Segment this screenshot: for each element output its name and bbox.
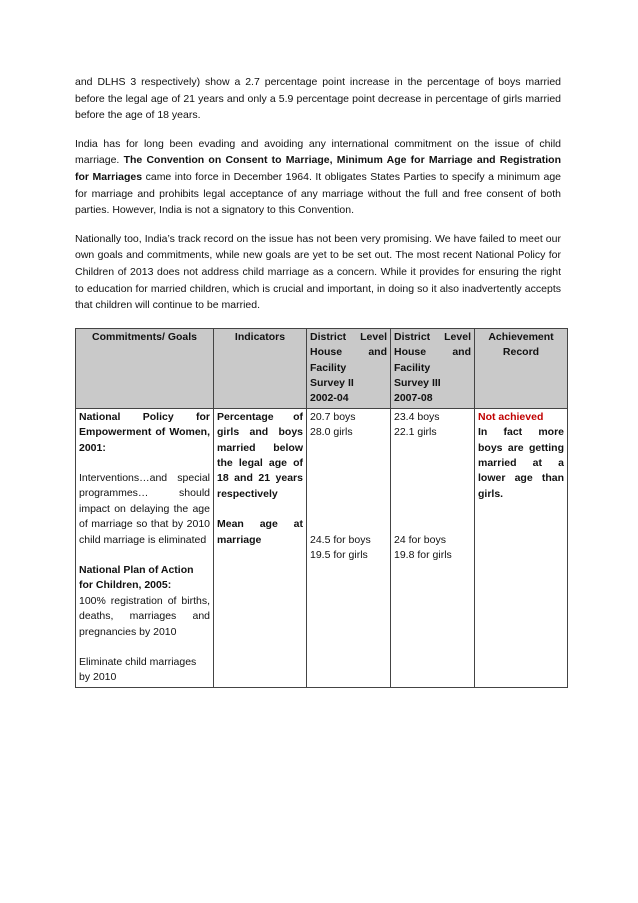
header-achievement: Achievement Record bbox=[475, 328, 568, 408]
header-dlhs2: District Level House and Facility Survey II 2002-04 bbox=[307, 328, 391, 408]
goal-text: Interventions…and special programmes… should impact on delaying the age of marriage so that by 2010 child marriage is eliminated bbox=[79, 471, 210, 546]
goal-text: Eliminate child marriages by 2010 bbox=[79, 656, 197, 684]
paragraph-text: came into force in December 1964. It obligates States Parties to specify a minimum age for marriage and prohibits legal acceptance of any marriage without the full and free consent of both parties. However, India is not a signatory to this Convention. bbox=[75, 170, 562, 217]
header-dlhs3: District Level House and Facility Survey III 2007-08 bbox=[391, 328, 475, 408]
indicator-text: Mean age at marriage bbox=[217, 518, 303, 546]
header-commitments: Commitments/ Goals bbox=[76, 328, 214, 408]
paragraph-national-record: Nationally too, India’s track record on the issue has not been very promising. We have failed to meet our own goals and commitments, while new goals are yet to be set out. The most recent National Policy for Children of 2013 does not address child marriage as a concern. While it provides for ensuring the right to education for married children, which is crucial and important, in doing so it also inadvertently accepts that children will continue to be married. bbox=[75, 232, 561, 312]
table-header-row bbox=[76, 328, 568, 408]
cell-dlhs2: 20.7 boys 28.0 girls 24.5 for boys 19.5 for girls bbox=[307, 408, 391, 687]
paragraph-dlhs-findings: and DLHS 3 respectively) show a 2.7 percentage point increase in the percentage of boys married before the legal age of 21 years and only a 5.9 percentage point decrease in percentage of girls married before the age of 18 years. bbox=[75, 76, 561, 122]
paragraph-international-commitment bbox=[75, 136, 561, 219]
header-indicators: Indicators bbox=[214, 328, 307, 408]
paragraph-text: India has for long been evading and avoiding any international commitment on the issue of child marriage. bbox=[75, 137, 561, 167]
cell-commitments bbox=[76, 408, 214, 687]
status-badge: Not achieved bbox=[478, 410, 544, 423]
goal-title: National Plan of Action for Children, 2005: bbox=[79, 564, 194, 592]
table-row bbox=[76, 408, 568, 687]
document-page bbox=[75, 74, 564, 688]
goal-title: National Policy for Empowerment of Women, 2001: bbox=[79, 410, 210, 454]
cell-indicators bbox=[214, 408, 307, 687]
achievement-note: In fact more boys are getting married at a lower age than girls. bbox=[478, 426, 564, 500]
goal-text: 100% registration of births, deaths, marriages and pregnancies by 2010 bbox=[79, 594, 210, 638]
cell-dlhs3: 23.4 boys 22.1 girls 24 for boys 19.8 for girls bbox=[391, 408, 475, 687]
cell-achievement bbox=[475, 408, 568, 687]
indicator-text: Percentage of girls and boys married below the legal age of 18 and 21 years respectively bbox=[217, 410, 303, 500]
commitments-table bbox=[75, 328, 568, 688]
convention-name: The Convention on Consent to Marriage, Minimum Age for Marriage and Registration for Marriages bbox=[75, 154, 562, 183]
